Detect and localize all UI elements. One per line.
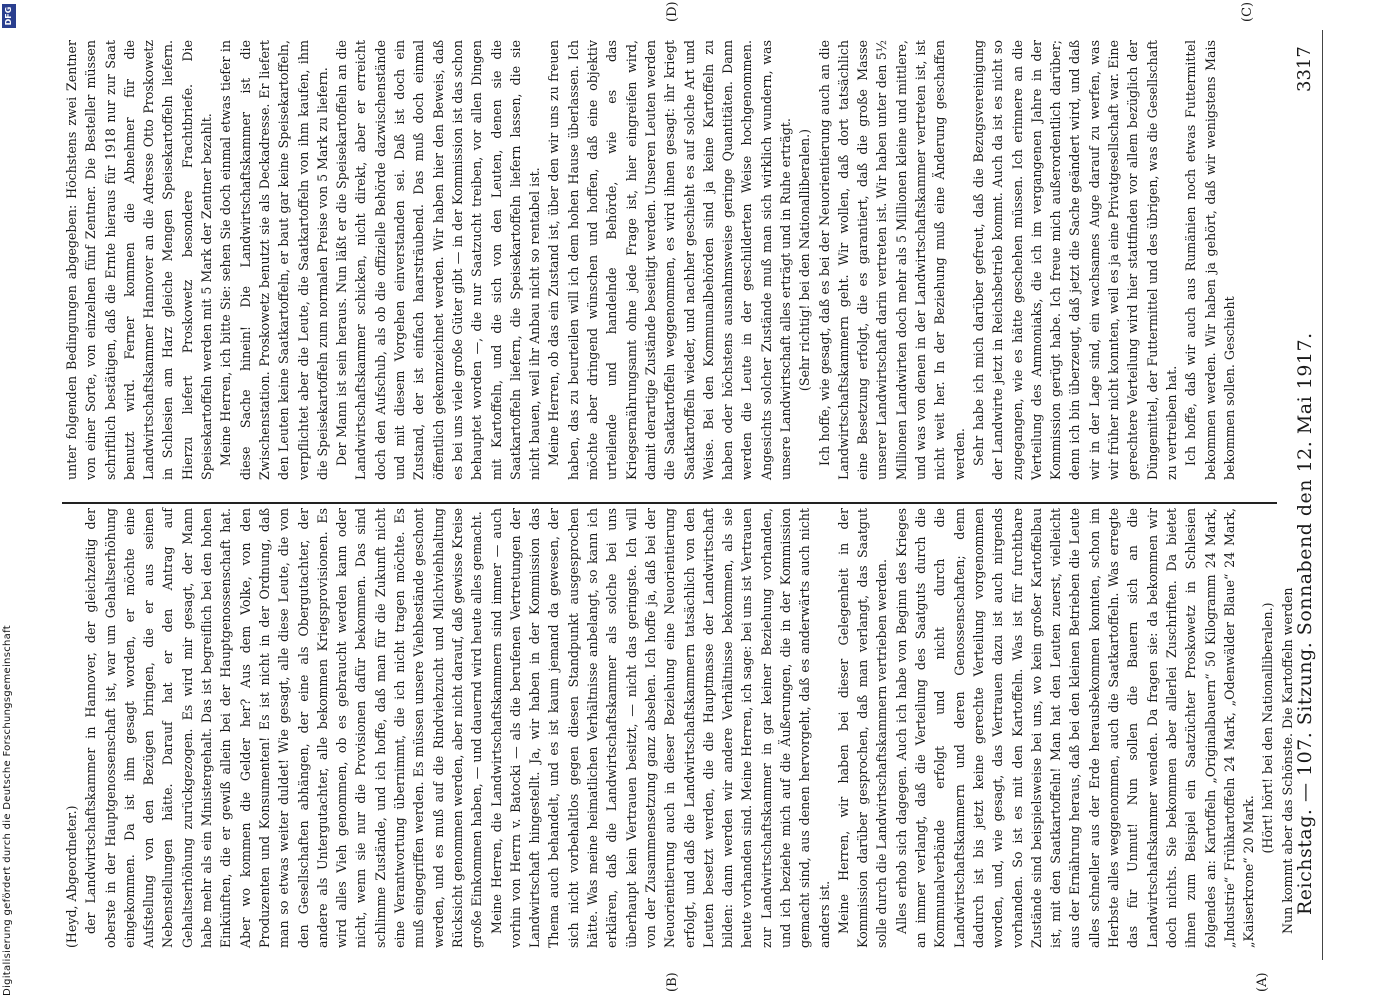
paragraph: Meine Herren, ob das ein Zustand ist, über den wir uns zu freuen haben, das zu beurteilen will ich dem hohen Hause überlassen. Ich möchte aber dringend wünschen und hoffen, daß eine objektiv urteilende und handelnde Behörde, wie es das Kriegsernährungsamt ohne jede Frage ist, hier eingreifen wird, damit derartige Zustände beseitigt werden. Unseren Leuten werden die Saatkartoffeln weggenommen, es wird ihnen gesagt: ihr kriegt Saatkartoffeln wieder, und nachher geschieht es auf solche Art und Weise. Bei den Kommunalbehörden sind ja keine Kartoffeln zu haben oder höchstens ausnahmsweise geringe Quantitäten. Dann werden die Leute in der geschilderten Weise hochgenommen. Angesichts solcher Zustände muß man sich wirklich wundern, was unsere Landwirtschaft alles erträgt und in Ruhe erträgt.: [546, 40, 793, 480]
margin-mark-b: (B): [665, 972, 680, 992]
paragraph: Meine Herren, die Landwirtschaftskammern sind immer — auch vorhin von Herrn v. Batocki — als die berufenen Vertretungen der Landwirtschaft hingestellt. Ja, wir haben in der Kommission das Thema auch behandelt, und es ist kaum jemand da gewesen, der sich nicht vorbehaltlos gegen diesen Standpunkt ausgesprochen hätte. Was meine heimatlichen Verhältnisse anbelangt, so kann ich erklären, daß die Landwirtschaftskammer als solche bei uns überhaupt kein Vertrauen besitzt, — nicht das geringste. Ich will von der Zusammensetzung ganz absehen. Ich hoffe ja, daß bei der Neuorientierung auch in dieser Beziehung eine Neuorientierung erfolgt, und daß die Landwirtschaftskammern tatsächlich von den Leuten besetzt werden, die die Hauptmasse der Landwirtschaft bilden: dann werden wir andere Verhältnisse bekommen, als sie heute vorhanden sind. Meine Herren, ich sage: bei uns ist Vertrauen zur Landwirtschaftskammer in gar keiner Beziehung vorhanden, und ich beziehe mich auf die Äußerungen, die in der Kommission gemacht sind, aus denen hervorgeht, daß es anderwärts auch nicht anders ist.: [488, 508, 832, 948]
page-header: [1290, 0, 1325, 1000]
paragraph: Nun kommt aber das Schönste. Die Kartoffeln werden: [1279, 587, 1295, 934]
paragraph: Meine Herren, wir haben bei dieser Gelegenheit in der Kommission darüber gesprochen, daß man verlangt, das Saatgut solle durch die Landwirtschaftskammern vertrieben werden.: [835, 508, 890, 948]
header-rule: [1322, 30, 1323, 960]
right-text-column: [62, 40, 1277, 480]
paragraph: Alles erhob sich dagegen. Auch ich habe von Beginn des Krieges an immer verlangt, daß die Verteilung des Saatguts durch die Kommunalverbände erfolgt und nicht durch die Landwirtschaftskammern und deren Genossenschaften; denn dadurch ist bis jetzt keine gerechte Verteilung vorgenommen worden, und, wie gesagt, das Vertrauen dazu ist auch nirgends vorhanden. So ist es mit den Kartoffeln. Was ist für furchtbare Zustände sind beispielsweise bei uns, wo kein großer Kartoffelbau ist, mit den Saatkartoffeln! Man hat den Leuten zuerst, vielleicht aus der Ernährung heraus, daß bei den kleinen Betrieben die Leute alles schneller aus der Erde herausbekommen konnten, schon im Herbste alles weggenommen, auch die Saatkartoffeln. Was erregte das für Unmut! Nun sollen die Bauern sich an die Landwirtschaftskammer wenden. Da fragen sie: da bekommen wir doch nichts. Sie bekommen aber allerlei Zuschriften. Da bietet ihnen zum Beispiel ein Saatzüchter Proskowetz in Schlesien folgendes an: Kartoffeln „Originalbauern“ 50 Kilogramm 24 Mark, „Industrie“ Frühkartoffeln 24 Mark, „Odenwälder Blaue“ 24 Mark, „Kaiserkrone“ 20 Mark.: [893, 508, 1257, 948]
digitization-strip: [0, 0, 20, 1000]
left-text-column: [62, 508, 1295, 948]
interjection: (Sehr richtig! bei den Nationalliberalen.): [797, 128, 813, 392]
paragraph: unter folgenden Bedingungen abgegeben: Höchstens zwei Zentner von einer Sorte, von einzelnen fünf Zentner. Die Besteller müssen schriftlich bestätigen, daß die Ernte hieraus für 1918 nur zur Saat benutzt wird. Ferner kommen die Abnehmer für die Landwirtschaftskammer Hannover an die Adresse Otto Proskowetz in Schlesien am Harz gleiche Mengen Speisekartoffeln liefern. Hierzu liefert Proskowetz besondere Frachtbriefe. Die Speisekartoffeln werden mit 5 Mark der Zentner bezahlt.: [64, 40, 215, 480]
page-number: 3317: [1294, 46, 1315, 92]
paragraph: Ich hoffe, wie gesagt, daß es bei der Neuorientierung auch an die Landwirtschaftskammern geht. Wir wollen, daß dort tatsächlich eine Besetzung erfolgt, die es garantiert, daß die große Masse unserer Landwirtschaft darin vertreten ist. Wir haben unter den 5½ Millionen Landwirten doch mehr als 5 Millionen kleine und mittlere, und was von denen in der Landwirtschaftskammer vertreten ist, ist nicht weit her. In der Beziehung muß eine Änderung geschaffen werden.: [816, 40, 967, 480]
paragraph: Ich hoffe, daß wir auch aus Rumänien noch etwas Futtermittel bekommen werden. Wir haben ja gehört, daß wir wenigstens Mais bekommen sollen. Geschieht: [1183, 40, 1237, 480]
margin-mark-c: (C): [1240, 1, 1255, 22]
digitization-note: Digitalisierung gefördert durch die Deutsche Forschungsgemeinschaft: [2, 625, 13, 996]
margin-mark-a: (A): [1255, 972, 1270, 992]
paragraph: der Landwirtschaftskammer in Hannover, der gleichzeitig der oberste in der Hauptgenossenschaft ist, war um Gehaltserhöhung eingekommen. Da ist ihm gesagt worden, er möchte eine Aufstellung von den Bezügen bringen, die er aus seinen Nebenstellungen hätte. Darauf hat er den Antrag auf Gehaltserhöhung zurückgezogen. Es wird mir gesagt, der Mann habe mehr als ein Ministergehalt. Das ist begreiflich bei den hohen Einkünften, die er gewiß allein bei der Hauptgenossenschaft hat. Aber wo kommen die Gelder her? Aus dem Volke, von den Produzenten und Konsumenten! Es ist nicht in der Ordnung, daß man so etwas weiter duldet! Wie gesagt, alle diese Leute, die von den Gesellschaften abhängen, der eine als Obergutachter, der andere als Untergutachter, alle bekommen Kriegsprovisionen. Es wird alles Vieh genommen, ob es gebraucht werden kann oder nicht, wenn sie nur die Provisionen dafür bekommen. Das sind schlimme Zustände, und ich hoffe, daß man für die Zukunft nicht eine Verantwortung übernimmt, die ich nicht tragen möchte. Es muß eingegriffen werden. Es müssen unsere Viehbestände geschont werden, und es muß auf die Rindviehzucht und Milchviehhaltung Rücksicht genommen werden, aber nicht darauf, daß gewisse Kreise große Einkommen haben, — und dauernd wird heute alles gemacht.: [83, 508, 485, 948]
margin-mark-d: (D): [665, 1, 680, 22]
dfg-logo: DFG: [2, 4, 16, 28]
column-divider: [62, 502, 1277, 504]
paragraph: Der Mann ist sein heraus. Nun läßt er die Speisekartoffeln an die Landwirtschaftskammer schicken, nicht direkt, aber er erreicht doch den Aufschub, als ob die offizielle Behörde dazwischenstände und mit diesem Vorgehen einverstanden sei. Daß ist doch ein Zustand, der ist einfach haarsträubend. Das muß doch einmal öffentlich gekennzeichnet werden. Wir haben hier den Beweis, daß es bei uns viele große Güter gibt — in der Kommission ist das schon behauptet worden —, die nur Saatzucht treiben, vor allen Dingen mit Kartoffeln, und die sich von den Leuten, denen sie die Saatkartoffeln liefern, die Speisekartoffeln liefern lassen, die sie nicht bauen, weil ihr Anbau nicht so rentabel ist.: [334, 40, 543, 480]
speaker-label: (Heyd, Abgeordneter.): [64, 805, 79, 948]
paragraph: Sehr habe ich mich darüber gefreut, daß die Bezugsvereinigung der Landwirte jetzt in Reichsbetrieb kommt. Auch da ist es nicht so zugegangen, wie es hätte geschehen müssen. Ich erinnere an die Verteilung des Ammoniaks, die ich im vergangenen Jahre in der Kommission gerügt habe. Ich freue mich außerordentlich darüber; denn ich bin überzeugt, daß jetzt die Sache geändert wird, und daß wir in der Lage sind, ein wachsames Auge darauf zu werfen, was wir früher nicht konnten, weil es ja eine Privatgesellschaft war. Eine gerechtere Verteilung wird hier stattfinden vor allem bezüglich der Düngemittel, der Futtermittel und des übrigen, was die Gesellschaft zu vertreiben hat.: [970, 40, 1179, 480]
paragraph: Meine Herren, ich bitte Sie: sehen Sie doch einmal etwas tiefer in diese Sache hinein! Die Landwirtschaftskammer ist die Zwischenstation. Proskowetz benutzt sie als Deckadresse. Er liefert den Leuten keine Saatkartoffeln, er baut gar keine Speisekartoffeln, verpflichtet aber die Leute, die Saatkartoffeln von ihm kaufen, ihm die Speisekartoffeln zum normalen Preise von 5 Mark zu liefern.: [218, 40, 330, 480]
header-title: Reichstag. — 107. Sitzung. Sonnabend den 12. Mai 1917.: [1294, 332, 1316, 915]
interjection: (Hört! hört! bei den Nationalliberalen.): [1260, 602, 1276, 854]
